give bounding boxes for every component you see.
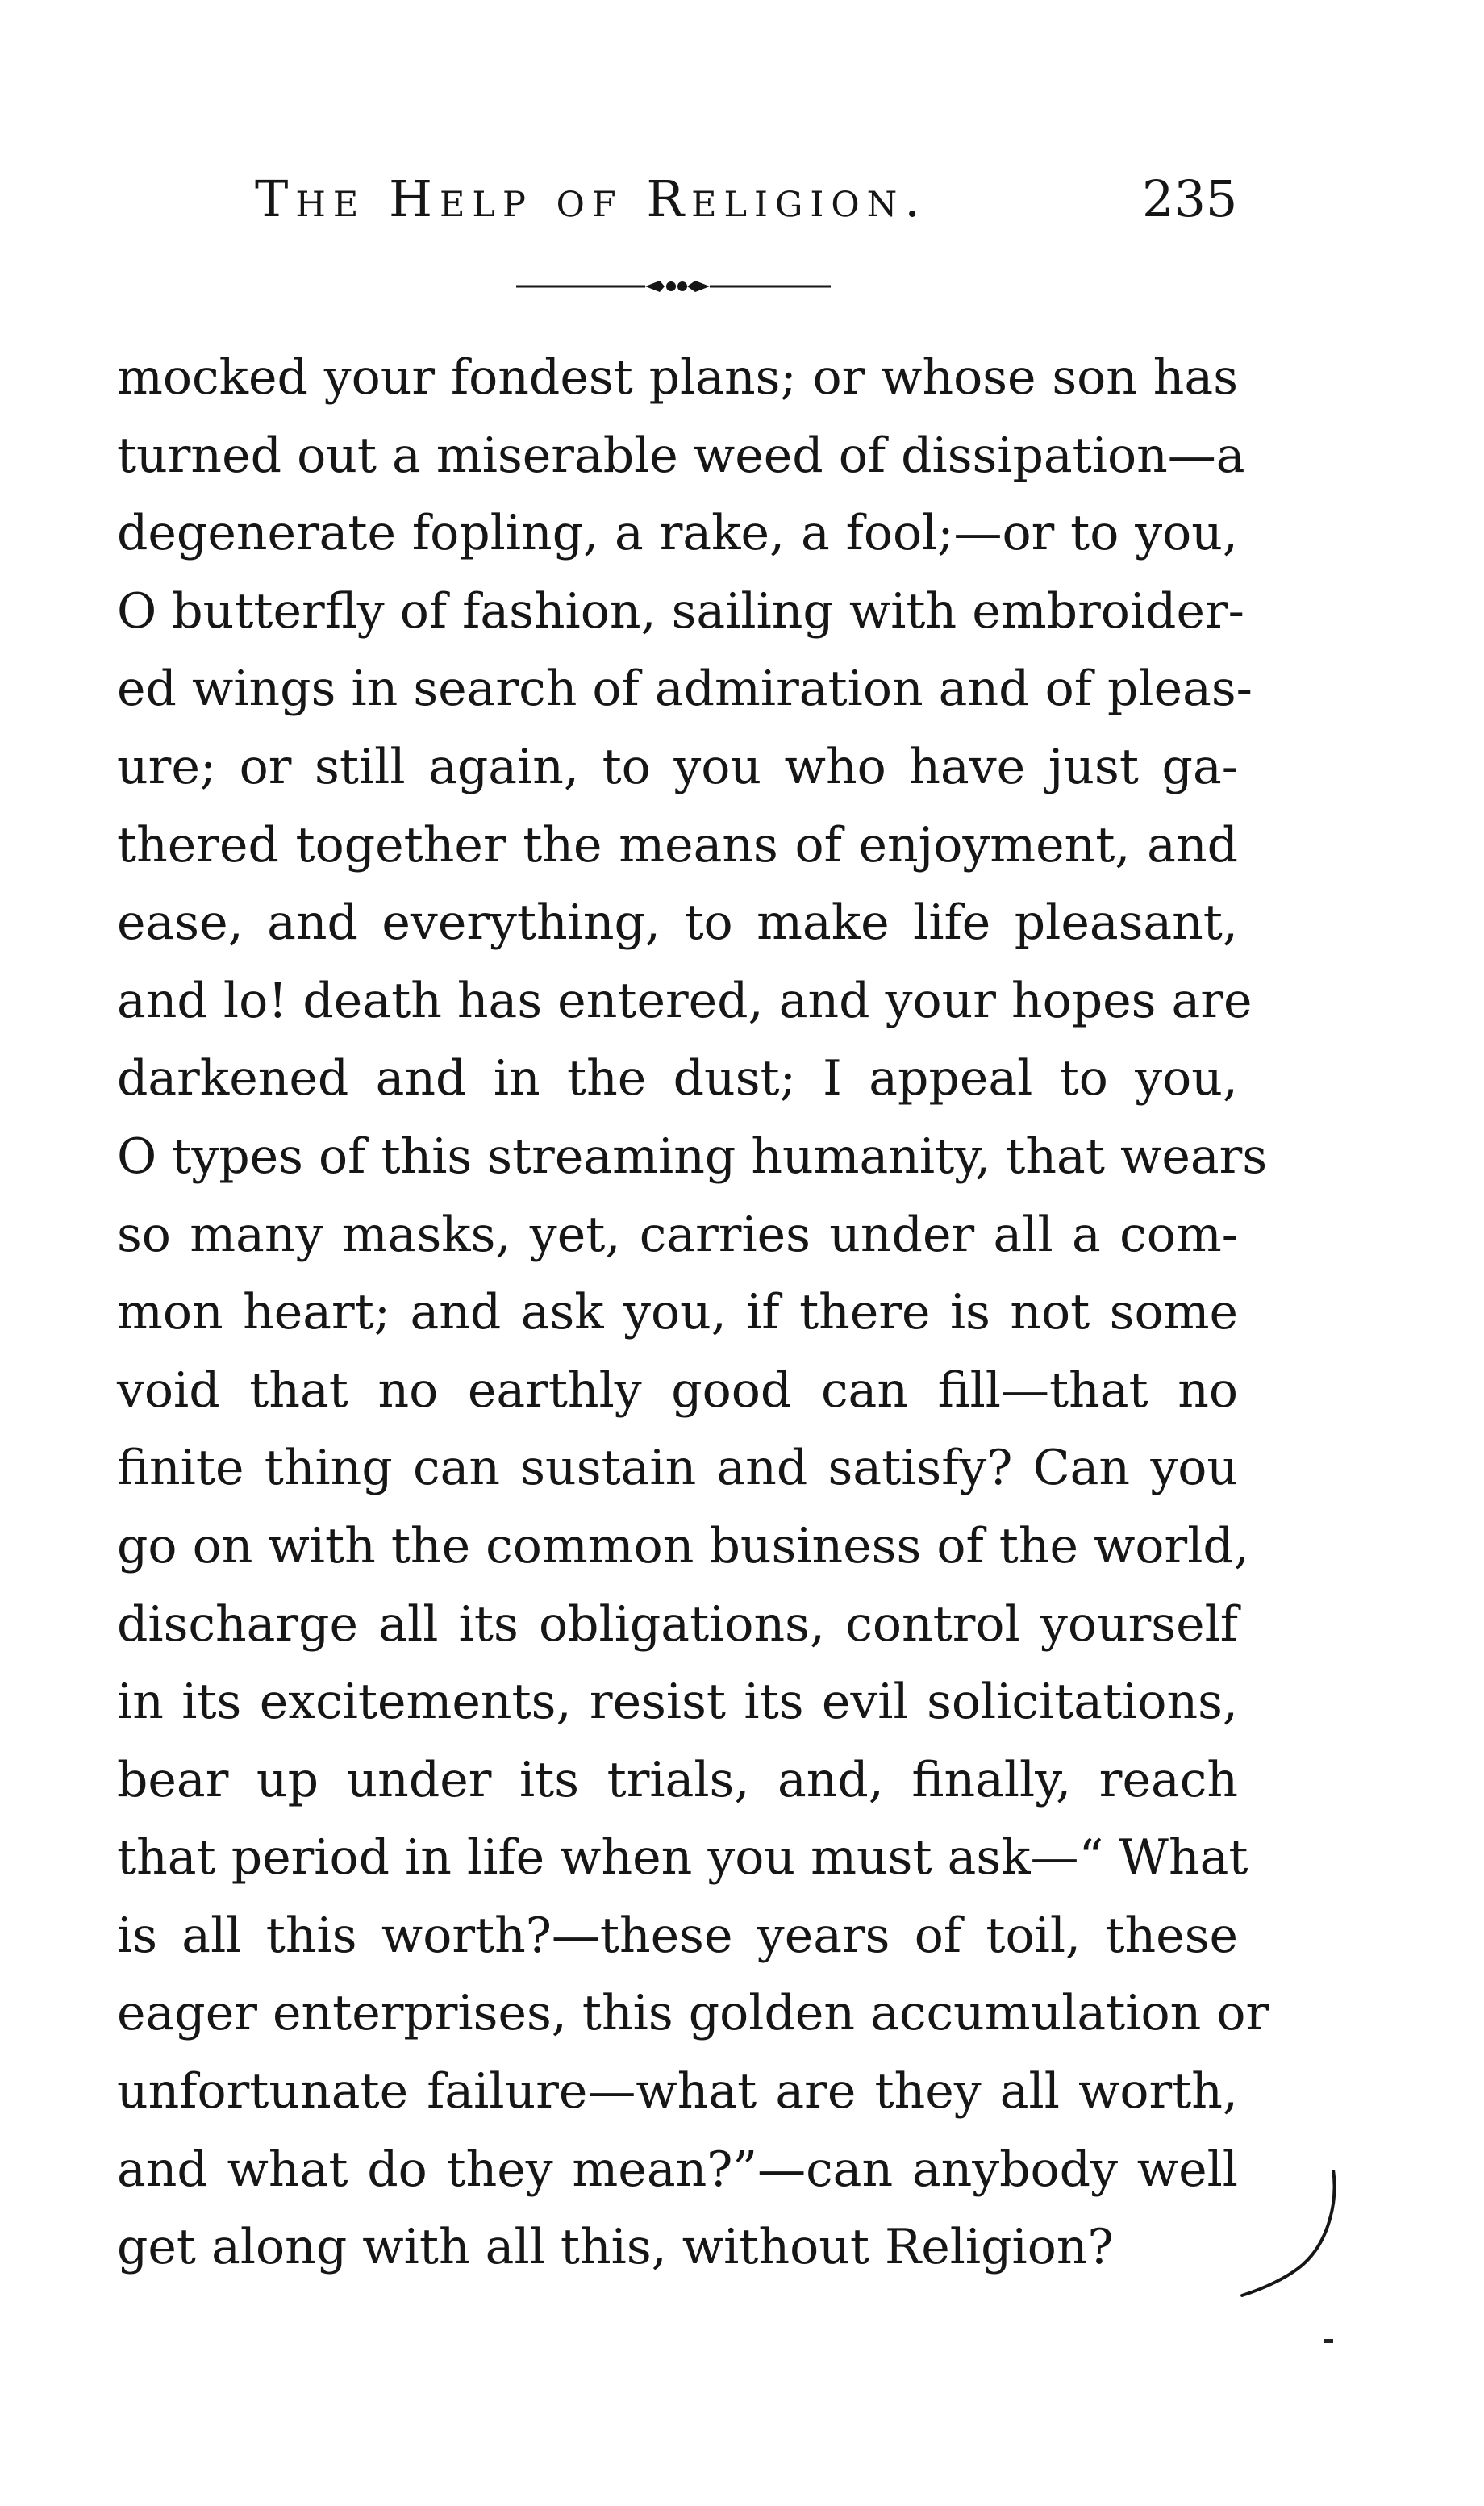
ink-speck bbox=[1324, 2339, 1333, 2343]
text-line: thered together the means of enjoyment, and bbox=[117, 816, 1238, 874]
text-line: O types of this streaming humanity, that wears bbox=[117, 1128, 1268, 1185]
text-line: go on with the common business of the world, bbox=[117, 1517, 1249, 1574]
text-line: mon heart; and ask you, if there is not some bbox=[117, 1284, 1238, 1341]
text-line: is all this worth?—these years of toil, these bbox=[117, 1907, 1238, 1964]
text-line: get along with all this, without Religion? bbox=[117, 2219, 1114, 2276]
text-line: mocked your fondest plans; or whose son has bbox=[117, 349, 1238, 406]
body-text bbox=[117, 339, 1269, 2287]
text-line: darkened and in the dust; I appeal to you, bbox=[117, 1050, 1238, 1107]
text-line: O butterfly of fashion, sailing with embroider- bbox=[117, 582, 1244, 640]
text-line: that period in life when you must ask—“ What bbox=[117, 1829, 1248, 1887]
text-line: in its excitements, resist its evil solicitations, bbox=[117, 1674, 1238, 1731]
text-line: turned out a miserable weed of dissipation—a bbox=[117, 427, 1245, 484]
text-line: eager enterprises, this golden accumulation or bbox=[117, 1985, 1269, 2042]
running-title: The Help of Religion. bbox=[255, 169, 928, 228]
pencil-mark bbox=[1238, 2170, 1343, 2299]
running-head bbox=[255, 169, 1238, 242]
page-number: 235 bbox=[1142, 169, 1238, 228]
text-line: degenerate fopling, a rake, a fool;—or to you, bbox=[117, 505, 1238, 562]
text-line: unfortunate failure—what are they all worth, bbox=[117, 2063, 1238, 2120]
text-line: so many masks, yet, carries under all a com- bbox=[117, 1206, 1238, 1263]
ornament-rule bbox=[516, 274, 831, 298]
text-line: finite thing can sustain and satisfy? Can you bbox=[117, 1440, 1238, 1497]
text-line: ed wings in search of admiration and of pleas- bbox=[117, 661, 1253, 718]
text-line: and lo! death has entered, and your hopes are bbox=[117, 972, 1253, 1029]
text-line: ure; or still again, to you who have just ga- bbox=[117, 738, 1238, 795]
text-line: and what do they mean?”—can anybody well bbox=[117, 2141, 1238, 2198]
text-line: ease, and everything, to make life pleasant, bbox=[117, 894, 1238, 952]
text-line: bear up under its trials, and, finally, reach bbox=[117, 1751, 1238, 1808]
text-line: discharge all its obligations, control yourself bbox=[117, 1595, 1238, 1653]
text-line: void that no earthly good can fill—that no bbox=[117, 1361, 1238, 1419]
